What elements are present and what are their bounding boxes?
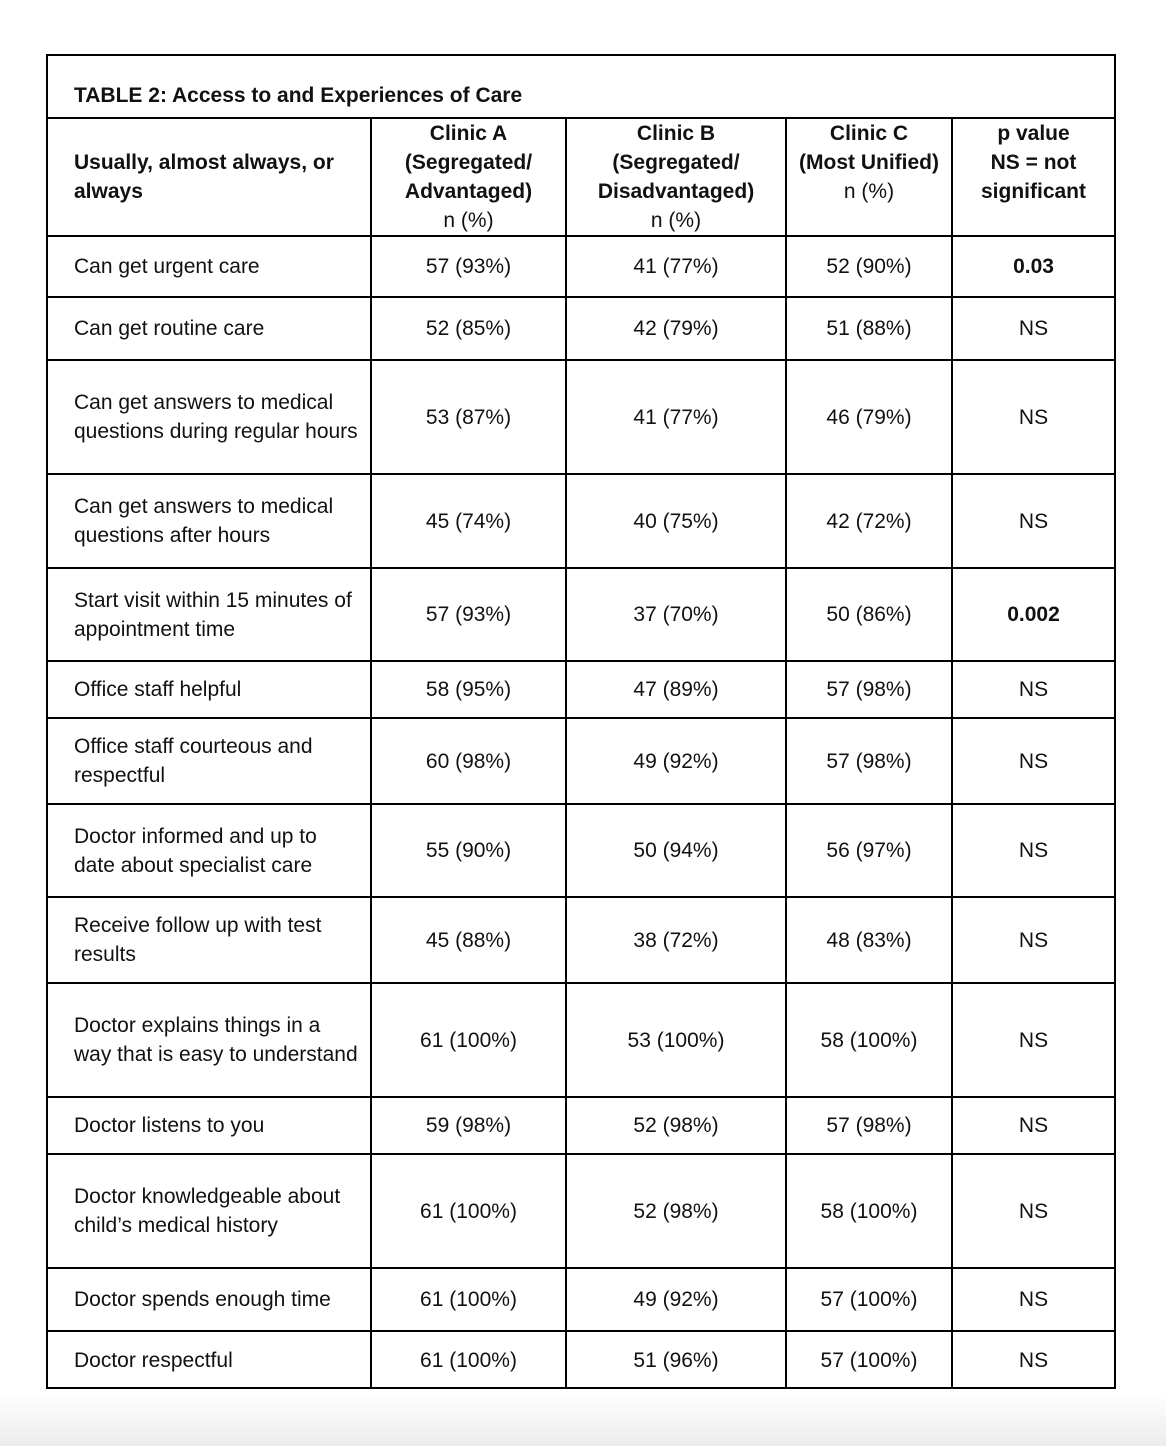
clinic-b-value: 47 (89%) [566, 661, 786, 718]
row-label: Can get answers to medical questions during regular hours [48, 360, 371, 474]
pvalue-header-line2: NS = not [990, 151, 1077, 174]
p-value: NS [952, 1268, 1114, 1331]
clinic-c-value: 57 (100%) [786, 1331, 952, 1388]
clinic-a-value: 45 (88%) [371, 897, 566, 983]
clinic-a-value: 55 (90%) [371, 804, 566, 897]
clinic-a-desc: (Segregated/ Advantaged) [404, 151, 533, 203]
table-row [48, 897, 1114, 983]
clinic-c-value: 52 (90%) [786, 236, 952, 297]
p-value: NS [952, 661, 1114, 718]
clinic-c-value: 42 (72%) [786, 474, 952, 568]
clinic-b-value: 51 (96%) [566, 1331, 786, 1388]
clinic-c-value: 58 (100%) [786, 1154, 952, 1268]
clinic-a-value: 61 (100%) [371, 983, 566, 1097]
clinic-c-unit: n (%) [843, 180, 895, 203]
p-value: NS [1018, 1348, 1049, 1372]
clinic-b-value: 40 (75%) [566, 474, 786, 568]
clinic-a-value: 58 (95%) [371, 661, 566, 718]
table-row [48, 236, 1114, 297]
row-label: Doctor informed and up to date about specialist care [48, 804, 371, 897]
p-value: 0.03 [952, 236, 1114, 297]
row-label: Can get answers to medical questions after hours [48, 474, 371, 568]
page-bottom-shadow [0, 1392, 1166, 1446]
clinic-a-value: 61 (100%) [371, 1268, 566, 1331]
p-value: NS [952, 804, 1114, 897]
clinic-b-value: 49 (92%) [566, 718, 786, 804]
clinic-b-value: 37 (70%) [566, 568, 786, 661]
clinic-c-desc: (Most Unified) [799, 151, 939, 174]
clinic-a-header [371, 119, 566, 236]
clinic-b-desc: (Segregated/ Disadvantaged) [597, 151, 755, 203]
clinic-a-value: 60 (98%) [371, 718, 566, 804]
p-value: NS [952, 474, 1114, 568]
clinic-c-header [786, 119, 952, 236]
clinic-a-value: 57 (93%) [371, 568, 566, 661]
clinic-b-value: 42 (79%) [566, 297, 786, 360]
table-body [48, 236, 1114, 1388]
clinic-b-name: Clinic B [636, 122, 716, 145]
clinic-a-name: Clinic A [429, 122, 508, 145]
clinic-c-value: 50 (86%) [786, 568, 952, 661]
row-header-cell: Usually, almost always, or always [48, 119, 371, 236]
row-label: Can get routine care [48, 297, 371, 360]
p-value: NS [952, 1097, 1114, 1154]
clinic-a-value: 61 (100%) [371, 1154, 566, 1268]
table-row [48, 1097, 1114, 1154]
pvalue-header [952, 119, 1114, 236]
p-value: 0.002 [952, 568, 1114, 661]
table-frame [46, 54, 1116, 1389]
clinic-b-value: 38 (72%) [566, 897, 786, 983]
clinic-a-value: 52 (85%) [371, 297, 566, 360]
clinic-c-value: 51 (88%) [786, 297, 952, 360]
row-label: Receive follow up with test results [48, 897, 371, 983]
table-row [48, 474, 1114, 568]
p-value: NS [952, 297, 1114, 360]
clinic-a-unit: n (%) [443, 209, 494, 232]
clinic-c-value: 57 (100%) [786, 1268, 952, 1331]
clinic-b-unit: n (%) [650, 209, 702, 232]
row-label: Office staff helpful [48, 661, 371, 718]
clinic-c-value: 58 (100%) [786, 983, 952, 1097]
table-row [48, 1154, 1114, 1268]
row-label: Doctor spends enough time [48, 1268, 371, 1331]
p-value: NS [952, 360, 1114, 474]
row-label: Office staff courteous and respectful [48, 718, 371, 804]
p-value: NS [952, 718, 1114, 804]
clinic-b-value: 49 (92%) [566, 1268, 786, 1331]
row-label: Start visit within 15 minutes of appointment time [48, 568, 371, 661]
pvalue-header-line1: p value [997, 122, 1070, 145]
clinic-c-name: Clinic C [829, 122, 909, 145]
clinic-c-value: 57 (98%) [786, 718, 952, 804]
table-row [48, 568, 1114, 661]
table-row [48, 1268, 1114, 1331]
clinic-b-header [566, 119, 786, 236]
clinic-b-value: 41 (77%) [566, 360, 786, 474]
table-title: TABLE 2: Access to and Experiences of Care [48, 56, 1114, 119]
clinic-b-value: 52 (98%) [566, 1097, 786, 1154]
clinic-c-value: 46 (79%) [786, 360, 952, 474]
p-value: NS [952, 897, 1114, 983]
row-label: Doctor explains things in a way that is easy to understand [48, 983, 371, 1097]
clinic-b-value: 50 (94%) [566, 804, 786, 897]
table-row [48, 804, 1114, 897]
table-row [48, 983, 1114, 1097]
clinic-a-value: 59 (98%) [371, 1097, 566, 1154]
clinic-c-value: 57 (98%) [786, 661, 952, 718]
clinic-b-value: 53 (100%) [566, 983, 786, 1097]
table-row [48, 1331, 1114, 1388]
clinic-a-value: 53 (87%) [371, 360, 566, 474]
table-row [48, 360, 1114, 474]
pvalue-header-line3: significant [980, 180, 1086, 203]
header-row [48, 119, 1114, 236]
clinic-a-value: 45 (74%) [371, 474, 566, 568]
row-label: Can get urgent care [48, 236, 371, 297]
p-value: NS [952, 983, 1114, 1097]
row-label: Doctor knowledgeable about child’s medical history [48, 1154, 371, 1268]
table-row [48, 661, 1114, 718]
table-row [48, 297, 1114, 360]
clinic-c-value: 57 (98%) [786, 1097, 952, 1154]
clinic-c-value: 48 (83%) [786, 897, 952, 983]
clinic-b-value: 41 (77%) [566, 236, 786, 297]
clinic-b-value: 52 (98%) [566, 1154, 786, 1268]
clinic-a-value: 61 (100%) [371, 1331, 566, 1388]
clinic-a-value: 57 (93%) [371, 236, 566, 297]
row-label: Doctor listens to you [48, 1097, 371, 1154]
clinic-c-value: 56 (97%) [786, 804, 952, 897]
table-row [48, 718, 1114, 804]
care-table [48, 119, 1114, 1388]
p-value: NS [952, 1154, 1114, 1268]
row-label: Doctor respectful [48, 1331, 371, 1388]
